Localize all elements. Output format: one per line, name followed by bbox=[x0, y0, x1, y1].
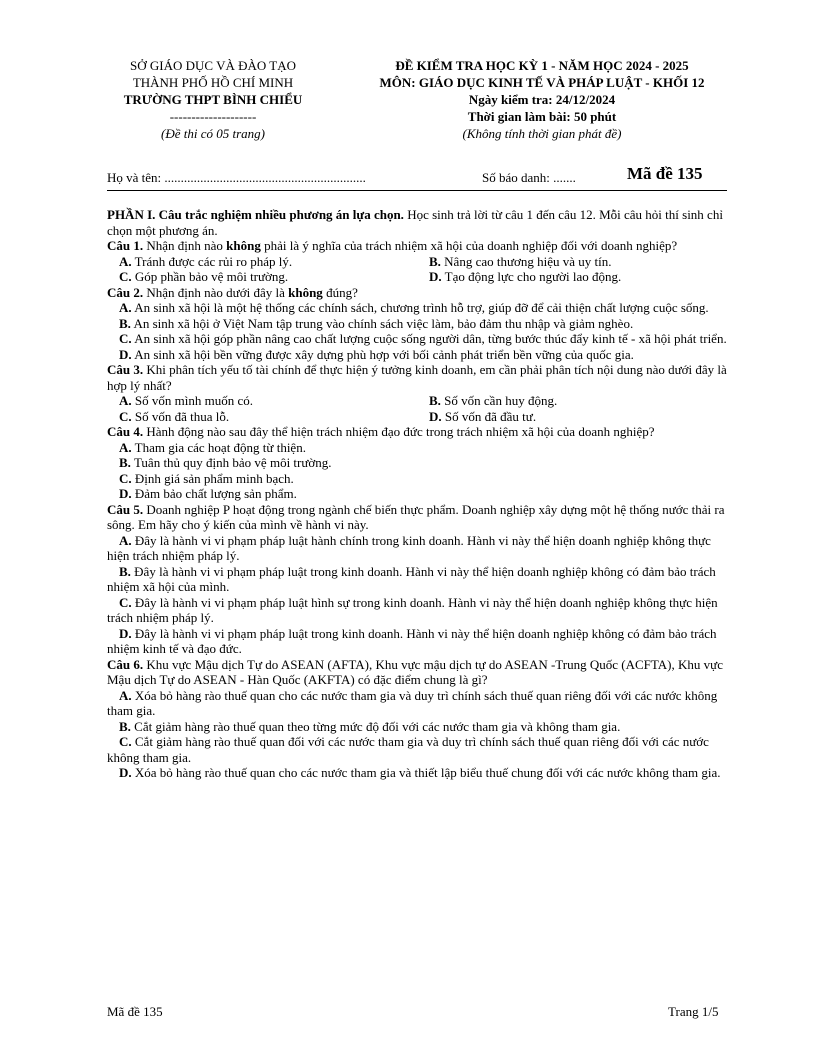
footer-page-number: Trang 1/5 bbox=[668, 1004, 719, 1019]
option-d[interactable]: D. Tạo động lực cho người lao động. bbox=[429, 269, 622, 284]
option-b[interactable]: B. Số vốn cần huy động. bbox=[429, 393, 558, 408]
question-text: đúng? bbox=[322, 284, 358, 300]
header-left-block bbox=[96, 57, 330, 142]
section-heading bbox=[107, 207, 729, 238]
header-divider: -------------------- bbox=[169, 109, 257, 124]
section-title: PHẦN I. Câu trắc nghiệm nhiều phương án lựa chọn. bbox=[107, 207, 404, 222]
option-d[interactable]: D. Đảm bảo chất lượng sản phẩm. bbox=[119, 486, 297, 501]
header-right-block bbox=[342, 57, 742, 142]
section-instruction: Học sinh trả lời từ câu 1 đến câu 12. Mỗi câu hỏi thí sinh chỉ chọn một phương án. bbox=[107, 207, 723, 238]
question-text: Doanh nghiệp P hoạt động trong ngành chế biến thực phẩm. Doanh nghiệp xây dựng một hệ thống nước thải ra sông. Em hãy cho ý kiến của mình về hành vi này. bbox=[107, 501, 725, 532]
question-emphasis: không bbox=[288, 284, 323, 300]
exam-title: ĐỀ KIỂM TRA HỌC KỲ 1 - NĂM HỌC 2024 - 2025 bbox=[395, 58, 689, 73]
option-c[interactable]: C. Góp phần bảo vệ môi trường. bbox=[119, 269, 289, 284]
options-row bbox=[107, 254, 729, 270]
option-b[interactable]: B. Nâng cao thương hiệu và uy tín. bbox=[429, 253, 612, 269]
option-b[interactable]: B. Đây là hành vi vi phạm pháp luật trong kinh doanh. Hành vi này thể hiện doanh nghiệp không có đảm bảo trách nhiệm xã hội của mình. bbox=[107, 563, 716, 594]
option-c[interactable]: C. Đây là hành vi vi phạm pháp luật hình sự trong kinh doanh. Hành vi này thể hiện doanh nghiệp không thực hiện trách nhiệm pháp lý. bbox=[107, 594, 718, 625]
option-a[interactable]: A. Tham gia các hoạt động từ thiện. bbox=[119, 439, 306, 455]
student-info-row bbox=[107, 166, 727, 188]
student-name-field[interactable]: Họ và tên: .............................................................. bbox=[107, 170, 366, 185]
question-text: Khu vực Mậu dịch Tự do ASEAN (AFTA), Khu vực mậu dịch tự do ASEAN -Trung Quốc (ACFTA), Khu vực Mậu dịch Tự do ASEAN - Hàn Quốc (AKFTA) có đặc điểm chung là gì? bbox=[107, 656, 723, 687]
question-3 bbox=[107, 362, 729, 393]
exam-content bbox=[107, 207, 729, 781]
options-row bbox=[107, 409, 729, 425]
option-d[interactable]: D. Số vốn đã đầu tư. bbox=[429, 408, 537, 424]
question-label: Câu 5. bbox=[107, 501, 144, 517]
option-c[interactable]: C. An sinh xã hội góp phần nâng cao chất lượng cuộc sống người dân, từng bước thúc đẩy kinh tế - xã hội phát triển. bbox=[119, 331, 727, 346]
question-5 bbox=[107, 502, 729, 533]
question-4 bbox=[107, 424, 729, 440]
question-label: Câu 1. bbox=[107, 238, 144, 253]
options-row bbox=[107, 269, 729, 285]
option-a[interactable]: A. Số vốn mình muốn có. bbox=[119, 393, 253, 408]
question-1 bbox=[107, 238, 729, 254]
option-a[interactable]: A. An sinh xã hội là một hệ thống các chính sách, chương trình hỗ trợ, giúp đỡ để cải thiện chất lượng cuộc sống. bbox=[119, 300, 709, 315]
question-text: Nhận định nào bbox=[143, 238, 227, 253]
page-count-note: (Đề thi có 05 trang) bbox=[161, 126, 265, 141]
option-c[interactable]: C. Định giá sản phẩm minh bạch. bbox=[119, 470, 294, 486]
exam-code: Mã đề 135 bbox=[627, 164, 703, 183]
exam-duration: Thời gian làm bài: 50 phút bbox=[467, 109, 617, 124]
option-b[interactable]: B. Cắt giảm hàng rào thuế quan theo từng mức độ đối với các nước tham gia và không tham gia. bbox=[119, 718, 621, 734]
student-id-field[interactable]: Số báo danh: ....... bbox=[482, 170, 576, 185]
option-d[interactable]: D. An sinh xã hội bền vững được xây dựng phù hợp với bối cảnh phát triển bền vững của quốc gia. bbox=[119, 346, 634, 362]
question-label: Câu 2. bbox=[107, 284, 144, 300]
question-text: Hành động nào sau đây thể hiện trách nhiệm đạo đức trong trách nhiệm xã hội của doanh nghiệp? bbox=[143, 424, 655, 439]
header-rule bbox=[107, 190, 727, 191]
option-b[interactable]: B. Tuân thủ quy định bảo vệ môi trường. bbox=[119, 455, 332, 470]
footer-exam-code: Mã đề 135 bbox=[107, 1004, 163, 1019]
question-6 bbox=[107, 657, 729, 688]
question-2 bbox=[107, 285, 729, 301]
department-name: SỞ GIÁO DỤC VÀ ĐÀO TẠO bbox=[130, 58, 296, 73]
option-d[interactable]: D. Xóa bỏ hàng rào thuế quan cho các nước tham gia và thiết lập biểu thuế chung đối với các nước không tham gia. bbox=[119, 765, 721, 780]
option-c[interactable]: C. Số vốn đã thua lỗ. bbox=[119, 408, 230, 424]
question-text: Khi phân tích yếu tố tài chính để thực hiện ý tưởng kinh doanh, em cần phải phân tích nội dung nào dưới đây là hợp lý nhất? bbox=[107, 362, 727, 393]
subject-title: MÔN: GIÁO DỤC KINH TẾ VÀ PHÁP LUẬT - KHỐI 12 bbox=[379, 75, 705, 90]
option-a[interactable]: A. Tránh được các rủi ro pháp lý. bbox=[119, 253, 293, 269]
question-text: phải là ý nghĩa của trách nhiệm xã hội của doanh nghiệp đối với doanh nghiệp? bbox=[260, 238, 678, 253]
question-label: Câu 4. bbox=[107, 424, 144, 439]
option-c[interactable]: C. Cắt giảm hàng rào thuế quan đối với các nước tham gia và duy trì chính sách thuế quan riêng đối với các nước không tham gia. bbox=[107, 734, 709, 765]
city-name: THÀNH PHỐ HỒ CHÍ MINH bbox=[132, 75, 294, 90]
option-a[interactable]: A. Xóa bỏ hàng rào thuế quan cho các nước tham gia và duy trì chính sách thuế quan riêng đối với các nước không tham gia. bbox=[107, 687, 718, 718]
question-label: Câu 6. bbox=[107, 656, 144, 672]
question-label: Câu 3. bbox=[107, 362, 144, 377]
question-emphasis: không bbox=[226, 238, 261, 253]
option-b[interactable]: B. An sinh xã hội ở Việt Nam tập trung vào chính sách việc làm, bảo đảm thu nhập và giảm nghèo. bbox=[119, 315, 634, 331]
option-a[interactable]: A. Đây là hành vi vi phạm pháp luật hành chính trong kinh doanh. Hành vi này thể hiện doanh nghiệp không thực hiện trách nhiệm pháp lý. bbox=[107, 532, 711, 563]
school-name: TRƯỜNG THPT BÌNH CHIỂU bbox=[123, 92, 303, 107]
question-text: Nhận định nào dưới đây là bbox=[143, 284, 289, 300]
duration-note: (Không tính thời gian phát đề) bbox=[462, 126, 622, 141]
exam-date: Ngày kiểm tra: 24/12/2024 bbox=[468, 92, 616, 107]
option-d[interactable]: D. Đây là hành vi vi phạm pháp luật trong kinh doanh. Hành vi này thể hiện doanh nghiệp không có đảm bảo trách nhiệm kinh tế và đạo đức. bbox=[107, 625, 717, 656]
options-row bbox=[107, 393, 729, 409]
